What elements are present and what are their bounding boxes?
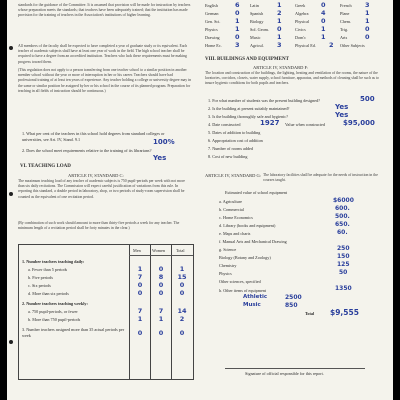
regulation-paragraph: (This regulation does not apply to a person transferring from one teacher school to a similar position in another member school without the year or more of interruption in her or his career. Teachers should have had professional training of at least ten years of experience. Any teacher holding a college or university degree may in the same or similar position be assigned by her or his school in the course of its planned program. Preparation for teaching in all fields of instruction should be continuous.) [18, 68, 192, 93]
cell-men: 0 [137, 289, 143, 297]
table-row-label: c. Six periods [28, 283, 51, 288]
cell-men: 7 [137, 307, 143, 315]
building-item: 3. Is the building thoroughly safe and hygienic? [208, 114, 289, 119]
note-paragraph: (By combination of such work should amount to more than thirty-five periods a week for any teacher. The minimum length of a recitation period shall be forty minutes in the clear.) [18, 221, 180, 231]
cell-total: 0 [179, 289, 185, 297]
equip-label: Athletic [243, 294, 268, 300]
left-column [18, 0, 192, 400]
question-2: 2. Does the school meet requirements relative to the training of its librarians? [22, 148, 152, 153]
subject-label: German [205, 11, 219, 16]
subject-label: Physical Ed. [295, 43, 316, 48]
equip-label: d. Library (books and equipment) [219, 223, 276, 228]
building-extra-value: $95,000 [343, 119, 375, 127]
total-label: Total [305, 311, 315, 316]
question-1-answer: 100% [153, 138, 175, 146]
equip-label: c. Home Economics [219, 215, 253, 220]
equip-value: 50 [339, 269, 348, 276]
subject-label: Biology [250, 19, 264, 24]
subject-count: 2 [329, 41, 334, 49]
subject-label: Spanish [250, 11, 264, 16]
equip-value: 250 [337, 245, 350, 252]
building-value: 1927 [260, 119, 280, 127]
subject-label: Physical [295, 19, 310, 24]
subject-count: 0 [365, 25, 370, 33]
subject-label: Gen. Sci. [205, 19, 221, 24]
cell-total: 0 [179, 329, 185, 337]
table-row-label: 3. Number teachers assigned more than 35 actual periods per week [22, 327, 125, 338]
article-c-text: The maximum teaching load of any teacher of academic subjects is 750 pupil-periods per week with not more than six daily recitations. The Commission will expect careful justification of variations from this rule. In reporting this standard, a double period in laboratory, shop, or two periods of study-room supervision shall be counted as the equivalent of one recitation period. [18, 179, 185, 199]
equip-label: Physics [219, 271, 232, 276]
subject-count: 1 [365, 9, 370, 17]
cell-women: 0 [158, 265, 164, 273]
subject-count: 1 [235, 25, 240, 33]
header-total: Total [176, 248, 185, 253]
article-f-text: The location and construction of the buildings, the lighting, heating and ventilation of the rooms, the nature of the lavatories, corridors, closets, water supply, school furniture, apparatus, and methods of cleaning shall be such as to insure hygienic conditions for both pupils and teachers. [205, 71, 379, 86]
subject-label: Sol. Geom. [250, 27, 269, 32]
subject-count: 1 [321, 25, 326, 33]
equip-label: b. Commercial [219, 207, 244, 212]
article-g-heading: ARTICLE IV, STANDARD G: [205, 173, 262, 178]
teaching-load-table [18, 244, 194, 380]
subject-count: 1 [277, 33, 282, 41]
header-women: Women [152, 248, 165, 253]
table-row-label: 2. Number teachers teaching weekly: [22, 301, 88, 306]
building-extra-label: Value when constructed [285, 122, 325, 127]
subject-count: 0 [235, 33, 240, 41]
subject-count: 0 [321, 1, 326, 9]
table-row-label: b. Five periods [28, 275, 54, 280]
cell-women: 8 [158, 273, 164, 281]
building-item: 8. Cost of new building [208, 154, 248, 159]
subject-label: Other Subjects [340, 43, 365, 48]
equip-value: 60. [337, 229, 348, 236]
teaching-load-heading: VI. TEACHING LOAD [20, 164, 71, 169]
subject-label: English [205, 3, 218, 8]
equip-label: h. Other items of equipment [219, 288, 267, 293]
building-value: 500 [360, 95, 375, 103]
subject-label: Trig. [340, 27, 349, 32]
article-f-heading: ARTICLE IV, STANDARD F: [253, 65, 309, 70]
subject-count: 6 [235, 1, 240, 9]
cell-women: 0 [158, 329, 164, 337]
equip-label: g. Science [219, 247, 237, 252]
total-value: $9,555 [330, 308, 359, 317]
subject-label: Latin [250, 3, 259, 8]
table-row-label: a. Fewer than 5 periods [28, 267, 68, 272]
subject-label: Algebra [295, 11, 309, 16]
building-item: 7. Number of rooms added [208, 146, 254, 151]
equip-value: 850 [285, 302, 298, 309]
equip-label: Chemistry [219, 263, 237, 268]
cell-men: 1 [137, 265, 143, 273]
subject-label: Arts [340, 35, 348, 40]
subject-label: Music [250, 35, 261, 40]
building-item: 5. Dates of addition to building [208, 130, 261, 135]
subject-label: French [340, 3, 352, 8]
building-item: 1. For what number of students was the present building designed? [208, 98, 320, 103]
cell-men: 7 [137, 273, 143, 281]
subject-label: Greek [295, 3, 306, 8]
intro-paragraph: standards for the guidance of the Committee. It is assumed that provision will be made for instruction by teachers whose preparation meets the standards; that teachers have been adequately trained; that the institution has made provision for the training of teachers in the Association's institutions of higher learning. [18, 3, 191, 18]
question-2-answer: Yes [153, 154, 167, 162]
subject-label: Civics [295, 27, 306, 32]
building-item: 4. Date constructed [208, 122, 241, 127]
punch-hole [9, 46, 13, 50]
right-column [205, 0, 385, 400]
cell-total: 15 [177, 273, 187, 281]
punch-hole [9, 340, 13, 344]
building-value: Yes [335, 111, 349, 119]
subject-count: 3 [277, 41, 282, 49]
article-g-text: The laboratory facilities shall be adequate for the needs of instruction in the courses taught. [263, 173, 378, 183]
cell-women: 0 [158, 281, 164, 289]
cell-women: 7 [158, 307, 164, 315]
cell-women: 1 [158, 315, 164, 323]
signature-label: Signature of official responsible for this report. [245, 371, 324, 376]
equip-value: 125 [337, 261, 350, 268]
subject-label: Drawing [205, 35, 220, 40]
subject-count: 1 [321, 33, 326, 41]
subject-count: 3 [365, 1, 370, 9]
faculty-paragraph: All members of the faculty shall be expected to have completed a year of graduate study or its equivalent. Each teacher of academic subjects shall have at least one year of work in the field. The high school teacher shall be required to have a degree from an accredited institution. Teachers who lack these requirements must be making progress toward them. [18, 44, 188, 64]
building-value: Yes [335, 103, 349, 111]
subject-label: Agricul. [250, 43, 264, 48]
subject-count: 1 [365, 17, 370, 25]
document-page [7, 0, 393, 400]
cell-total: 1 [179, 265, 185, 273]
table-row-label: d. More than six periods [28, 291, 69, 296]
punch-hole [9, 192, 13, 196]
subject-count: 1 [277, 17, 282, 25]
cell-men: 0 [137, 281, 143, 289]
equip-value: $6000 [333, 197, 354, 204]
subject-count: 0 [235, 9, 240, 17]
equip-value: 150 [337, 253, 350, 260]
cell-women: 0 [158, 289, 164, 297]
article-c-heading: ARTICLE IV, STANDARD C: [68, 173, 124, 178]
equip-value: 600. [335, 205, 350, 212]
building-item: 2. Is the building at present suitably maintained? [208, 106, 290, 111]
equipment-heading: Estimated value of school equipment [225, 190, 288, 195]
subject-count: 1 [235, 17, 240, 25]
table-row-label: b. More than 750 pupil-periods [28, 317, 81, 322]
cell-men: 0 [137, 329, 143, 337]
subject-label: Home Ec. [205, 43, 222, 48]
buildings-heading: VIII. BUILDINGS AND EQUIPMENT [205, 57, 289, 62]
equip-value: 500. [335, 213, 350, 220]
cell-total: 2 [179, 315, 185, 323]
cell-men: 1 [137, 315, 143, 323]
subject-count: 2 [277, 9, 282, 17]
equip-label: Biology (Botany and Zoology) [219, 255, 271, 260]
cell-total: 0 [179, 281, 185, 289]
equip-value: 650. [335, 221, 350, 228]
subject-count: 1 [277, 1, 282, 9]
subject-label: Physics [205, 27, 218, 32]
subject-count: 0 [321, 17, 326, 25]
cell-total: 14 [177, 307, 187, 315]
equip-label: e. Maps and charts [219, 231, 251, 236]
subject-label: Dom'c [295, 35, 306, 40]
equip-value: 2500 [285, 294, 302, 301]
subject-label: Plane [340, 11, 350, 16]
subject-label: Chem. [340, 19, 352, 24]
building-item: 6. Appropriation cost of addition [208, 138, 263, 143]
equip-label: a. Agriculture [219, 199, 243, 204]
subject-count: 3 [235, 41, 240, 49]
table-row-label: a. 750 pupil-periods, or fewer [28, 309, 78, 314]
equip-label: Music [243, 302, 261, 308]
subject-count: 0 [277, 25, 282, 33]
table-row-label: 1. Number teachers teaching daily: [22, 259, 85, 264]
header-men: Men [133, 248, 141, 253]
question-1: 1. What per cent of the teachers in this school hold degrees from standard colleges or universities, see Art. IV, Stand. 9.1 [22, 131, 165, 142]
equip-label: Other sciences, specified [219, 279, 261, 284]
subject-count: 0 [365, 33, 370, 41]
equip-label: f. Manual Arts and Mechanical Drawing [219, 239, 287, 244]
subjects-grid [205, 2, 385, 50]
equip-value: 1350 [335, 285, 352, 292]
subject-count: 4 [321, 9, 326, 17]
